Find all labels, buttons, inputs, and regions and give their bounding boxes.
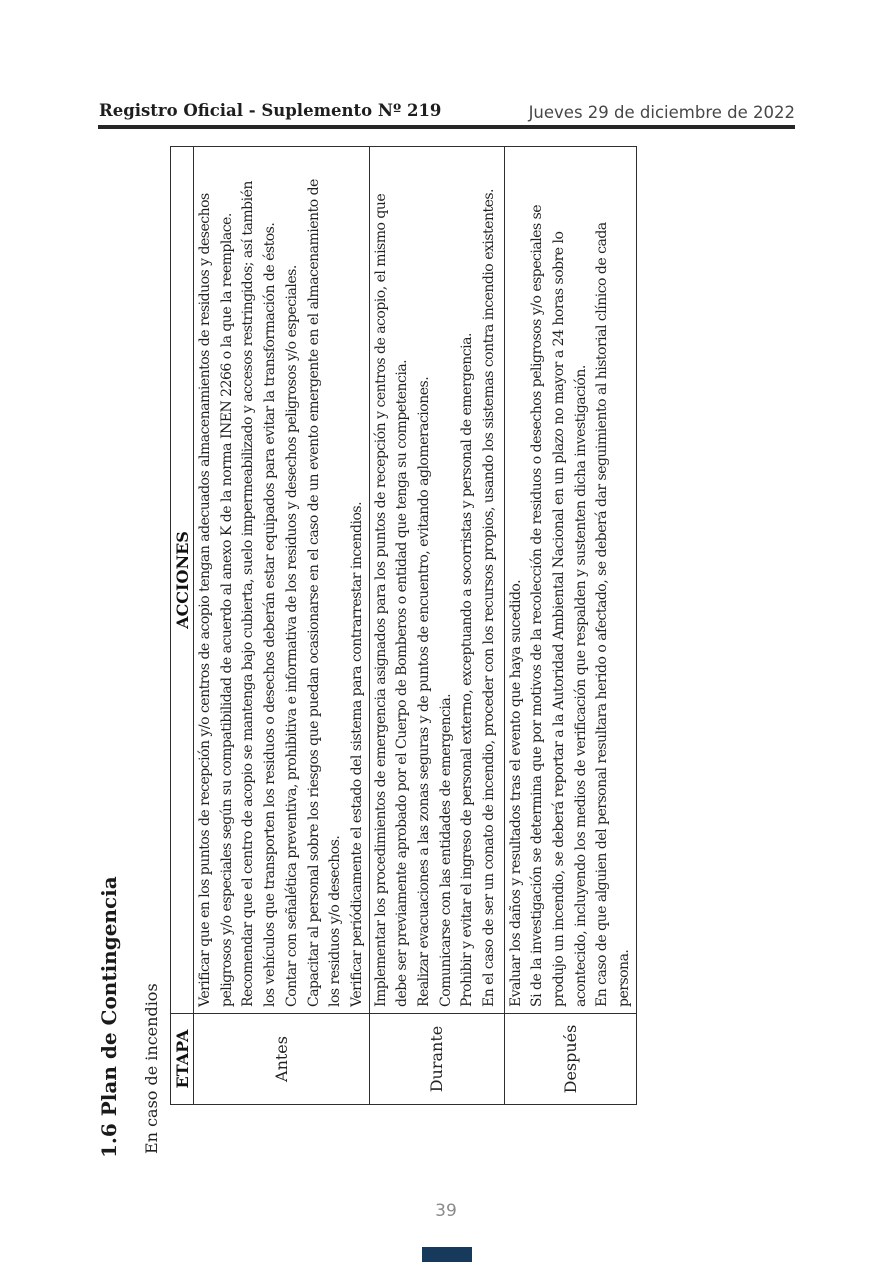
action-line: persona. [616, 949, 633, 1007]
acciones-cell [369, 147, 504, 1014]
action-line: Prohibir y evitar el ingreso de personal externo, exceptuando a socorristas y personal de emergencia. [459, 333, 476, 1007]
action-line: Contar con señalética preventiva, prohibitiva e informativa de los residuos y desechos peligrosos y/o especiales. [283, 265, 300, 1007]
rotated-content [95, 145, 637, 1158]
action-line: los vehículos que transporten los residuos o desechos deberán estar equipados para evitar la transformación de éstos. [262, 222, 279, 1007]
column-header-acciones: ACCIONES [171, 147, 194, 1014]
table-row [504, 147, 636, 1105]
header-date: Jueves 29 de diciembre de 2022 [528, 103, 795, 122]
action-line: los residuos y/o desechos. [327, 835, 344, 1007]
action-line: debe ser previamente aprobado por el Cuerpo de Bomberos o entidad que tenga su competencia. [394, 359, 411, 1007]
action-line: produjo un incendio, se deberá reportar a la Autoridad Ambiental Nacional en un plazo no mayor a 24 horas sobre lo [551, 231, 568, 1007]
table-body [194, 147, 637, 1105]
action-line: acontecido, incluyendo los medios de verificación que respalden y sustenten dicha investigación. [572, 365, 589, 1007]
etapa-cell: Antes [194, 1014, 370, 1105]
table-row [194, 147, 370, 1105]
column-header-etapa: ETAPA [171, 1014, 194, 1105]
action-line: En caso de que alguien del personal resultara herido o afectado, se deberá dar seguimiento al historial clínico de cada [594, 222, 611, 1007]
action-line: peligrosos y/o especiales según su compatibilidad de acuerdo al anexo K de la norma INEN 2266 o la que la reemplace. [218, 213, 235, 1007]
etapa-cell: Durante [369, 1014, 504, 1105]
action-line: Capacitar al personal sobre los riesgos que puedan ocasionarse en el caso de un evento emergente en el almacenamiento de [305, 179, 322, 1007]
etapa-cell: Después [504, 1014, 636, 1105]
action-line: Verificar que en los puntos de recepción y/o centros de acopio tengan adecuados almacenamientos de residuos y desechos [197, 193, 213, 1007]
action-line: Implementar los procedimientos de emergencia asignados para los puntos de recepción y centros de acopio, el mismo que [372, 193, 389, 1007]
action-line: Comunicarse con las entidades de emergencia. [437, 693, 454, 1007]
footer-accent-bar [422, 1247, 472, 1262]
header-publication-title: Registro Oficial - Suplemento Nº 219 [99, 101, 442, 120]
action-line: Si de la investigación se determina que por motivos de la recolección de residuos o desechos peligrosos y/o especiales se [529, 204, 546, 1007]
section-subtitle: En caso de incendios [142, 983, 161, 1154]
table-row [369, 147, 504, 1105]
acciones-cell [194, 147, 370, 1014]
contingency-table [170, 146, 637, 1105]
action-line: En el caso de ser un conato de incendio, proceder con los recursos propios, usando los sistemas contra incendio existentes. [481, 188, 498, 1007]
acciones-cell [504, 147, 636, 1014]
header-rule [98, 125, 795, 129]
action-line: Evaluar los daños y resultados tras el evento que haya sucedido. [507, 579, 524, 1007]
section-title: 1.6 Plan de Contingencia [97, 876, 121, 1158]
action-line: Verificar periódicamente el estado del sistema para contrarrestar incendios. [348, 501, 365, 1007]
table-header-row [171, 147, 194, 1105]
action-line: Realizar evacuaciones a las zonas seguras y de puntos de encuentro, evitando aglomeraciones. [416, 376, 433, 1007]
action-line: Recomendar que el centro de acopio se mantenga bajo cubierta, suelo impermeabilizado y accesos restringidos; así también [240, 181, 257, 1007]
page-number: 39 [435, 1201, 457, 1221]
